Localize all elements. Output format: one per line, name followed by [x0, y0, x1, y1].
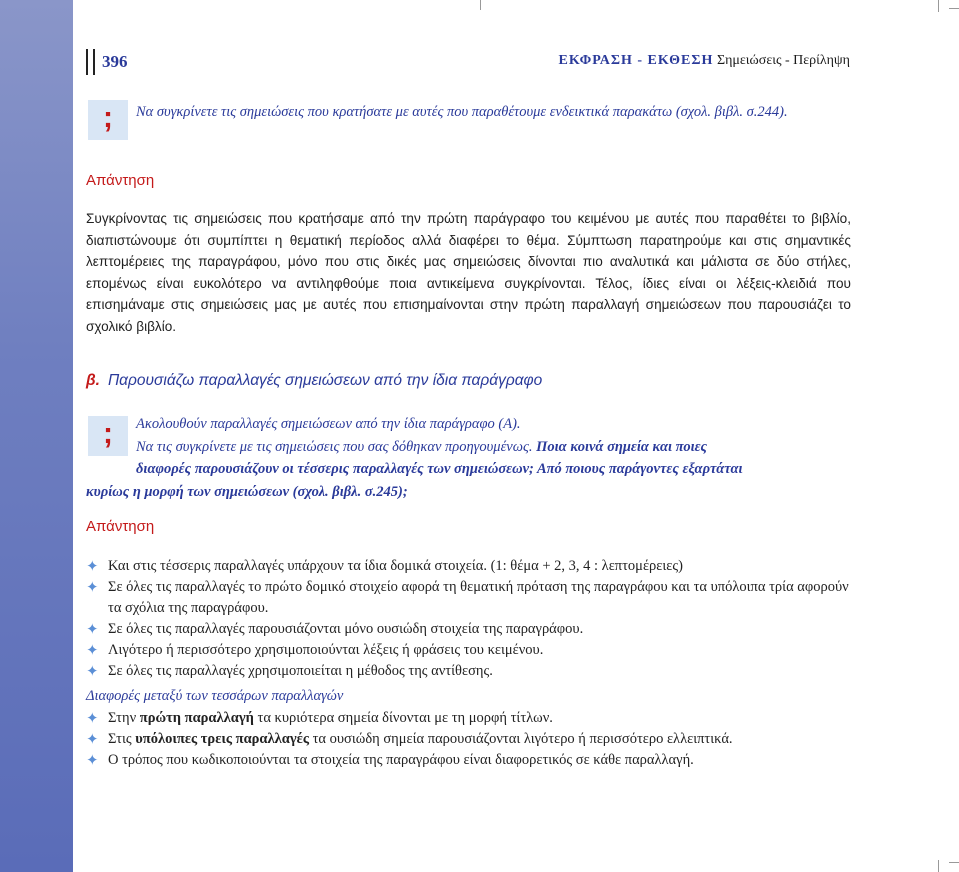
star-bullet-icon: ✦	[86, 557, 99, 575]
question-1: Να συγκρίνετε τις σημειώσεις που κρατήσατε με αυτές που παραθέτουμε ενδεικτικά παρακάτω (σχολ. βιβλ. σ.244).	[136, 104, 788, 120]
star-bullet-icon: ✦	[86, 751, 99, 769]
list-item-text: τα ουσιώδη σημεία παρουσιάζονται λιγότερο ή περισσότερο ελλειπτικά.	[308, 731, 733, 747]
star-bullet-icon: ✦	[86, 578, 99, 596]
running-title-rest: Σημειώσεις - Περίληψη	[716, 53, 850, 68]
differences-list	[86, 708, 852, 771]
list-item	[86, 577, 852, 619]
question-2	[86, 413, 852, 503]
section-b-heading	[86, 372, 542, 390]
list-item	[86, 708, 852, 729]
section-b-label: β.	[86, 372, 100, 389]
question-2-bold: Ποια κοινά σημεία και ποιες	[532, 438, 708, 455]
star-bullet-icon: ✦	[86, 709, 99, 727]
running-title	[559, 53, 850, 69]
list-item-text: Σε όλες τις παραλλαγές παρουσιάζονται μόνο ουσιώδη στοιχεία της παραγράφου.	[108, 621, 584, 637]
section-b-title: Παρουσιάζω παραλλαγές σημειώσεων από την ίδια παράγραφο	[107, 372, 543, 389]
list-item-bold: πρώτη παραλλαγή	[139, 710, 254, 726]
question-2-line: διαφορές παρουσιάζουν οι τέσσερις παραλλαγές των σημειώσεων; Από ποιους παράγοντες εξαρτάται	[136, 461, 743, 477]
star-bullet-icon: ✦	[86, 620, 99, 638]
question-2-line: κυρίως η μορφή των σημειώσεων (σχολ. βιβλ. σ.245);	[86, 483, 408, 500]
list-item-text: τα κυριότερα σημεία δίνονται με τη μορφή τίτλων.	[253, 710, 553, 726]
left-color-band	[0, 0, 73, 872]
list-item	[86, 661, 852, 682]
crop-mark	[949, 8, 959, 10]
question-mark-icon: ;	[88, 416, 128, 456]
page-header	[86, 46, 850, 74]
question-2-line: Ακολουθούν παραλλαγές σημειώσεων από την ίδια παράγραφο (Α).	[136, 416, 521, 432]
list-item-text: Σε όλες τις παραλλαγές χρησιμοποιείται η μέθοδος της αντίθεσης.	[108, 663, 493, 679]
header-bars-icon	[86, 49, 95, 75]
list-item-text: Ο τρόπος που κωδικοποιούνται τα στοιχεία της παραγράφου είναι διαφορετικός σε κάθε παραλλαγή.	[108, 752, 694, 768]
list-item-text: Και στις τέσσερις παραλλαγές υπάρχουν τα ίδια δομικά στοιχεία. (1: θέμα + 2, 3, 4 : λεπτομέρειες)	[108, 558, 683, 574]
list-item	[86, 729, 852, 750]
question-2-line	[86, 436, 852, 459]
answer-1-paragraph: Συγκρίνοντας τις σημειώσεις που κρατήσαμε από την πρώτη παράγραφο του κειμένου με αυτές που παραθέτει το βιβλίο, διαπιστώνουμε ότι συμπίπτει η θεματική περίοδος αλλά διαφέρει το θέμα. Σύμπτωση παρατηρούμε και στις σημαντικές λεπτομέρειες της παραγράφου, μόνο που στις δικές μας σημειώσεις δίνονται πιο αναλυτικά και μάλιστα σε δύο στήλες, επομένως είναι ευκολότερο να αντιληφθούμε ποια αντικείμενα συγκρίνονται. Τέλος, ίδιες είναι οι λέξεις-κλειδιά που επισημάναμε στις σημειώσεις μας με αυτές που επισημαίνονται στην πρώτη παραλλαγή σημειώσεων που παρουσιάζει το σχολικό βιβλίο.	[86, 211, 851, 334]
question-2-text: Να τις συγκρίνετε με τις σημειώσεις που σας δόθηκαν προηγουμένως.	[136, 438, 533, 455]
list-item	[86, 750, 852, 771]
similarities-list	[86, 556, 852, 682]
list-item-text: Στις	[108, 731, 136, 747]
crop-mark	[480, 0, 493, 10]
star-bullet-icon: ✦	[86, 662, 99, 680]
crop-mark	[949, 862, 959, 864]
list-item	[86, 556, 852, 577]
list-item-text: Σε όλες τις παραλλαγές το πρώτο δομικό στοιχείο αφορά τη θεματική πρόταση της παραγράφου και τα υπόλοιπα τρία αφορούν τα σχόλια της παραγράφου.	[108, 579, 849, 616]
question-mark-icon: ;	[88, 100, 128, 140]
list-item-bold: υπόλοιπες τρεις παραλλαγές	[135, 731, 309, 747]
differences-heading: Διαφορές μεταξύ των τεσσάρων παραλλαγών	[86, 688, 344, 704]
list-item-text: Στην	[108, 710, 140, 726]
crop-mark	[938, 0, 951, 12]
answer-heading: Απάντηση	[86, 172, 155, 189]
list-item-text: Λιγότερο ή περισσότερο χρησιμοποιούνται λέξεις ή φράσεις του κειμένου.	[108, 642, 544, 658]
star-bullet-icon: ✦	[86, 641, 99, 659]
list-item	[86, 619, 852, 640]
star-bullet-icon: ✦	[86, 730, 99, 748]
page-number: 396	[102, 52, 128, 71]
running-title-bold: ΕΚΦΡΑΣΗ - ΕΚΘΕΣΗ	[558, 53, 714, 68]
list-item	[86, 640, 852, 661]
answer-heading: Απάντηση	[86, 518, 155, 535]
